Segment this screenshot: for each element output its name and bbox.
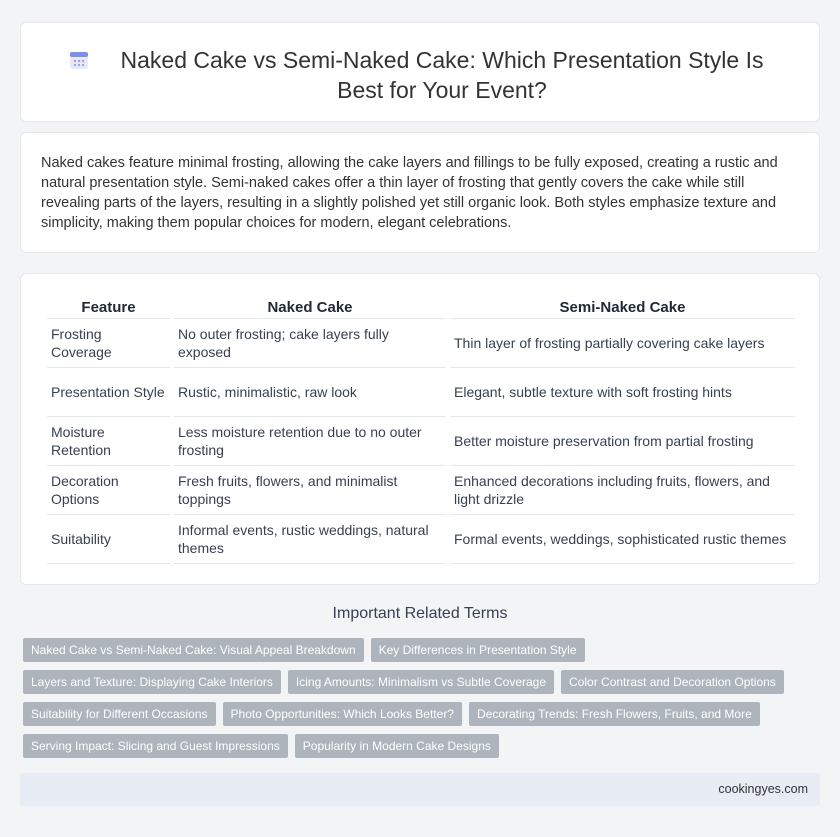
row-feature: Decoration Options: [47, 466, 170, 515]
row-semi-naked-cake: Better moisture preservation from partial frosting: [450, 417, 795, 466]
related-term-tag[interactable]: Popularity in Modern Cake Designs: [295, 734, 499, 758]
calendar-icon: [68, 49, 90, 71]
footer-site-name[interactable]: cookingyes.com: [718, 782, 808, 796]
related-term-tag[interactable]: Layers and Texture: Displaying Cake Interiors: [23, 670, 281, 694]
table-row: [47, 466, 795, 515]
row-semi-naked-cake: Elegant, subtle texture with soft frosting hints: [450, 368, 795, 417]
intro-paragraph: Naked cakes feature minimal frosting, allowing the cake layers and fillings to be fully exposed, creating a rustic and natural presentation style. Semi-naked cakes offer a thin layer of frosting that gently covers the cake while still revealing parts of the layers, resulting in a slightly polished yet still organic look. Both styles emphasize texture and simplicity, making them popular choices for modern, elegant celebrations.: [41, 155, 778, 231]
row-naked-cake: Informal events, rustic weddings, natural themes: [174, 515, 446, 564]
row-semi-naked-cake: Thin layer of frosting partially covering cake layers: [450, 319, 795, 368]
header-feature: Feature: [47, 296, 170, 319]
related-term-tag[interactable]: Photo Opportunities: Which Looks Better?: [223, 702, 462, 726]
row-naked-cake: Less moisture retention due to no outer frosting: [174, 417, 446, 466]
header-naked-cake: Naked Cake: [174, 296, 446, 319]
page-title: Naked Cake vs Semi-Naked Cake: Which Presentation Style Is Best for Your Event?: [120, 47, 764, 103]
row-naked-cake: Fresh fruits, flowers, and minimalist toppings: [174, 466, 446, 515]
related-term-tag[interactable]: Naked Cake vs Semi-Naked Cake: Visual Appeal Breakdown: [23, 638, 364, 662]
row-feature: Frosting Coverage: [47, 319, 170, 368]
comparison-card: [20, 273, 820, 585]
intro-card: [20, 132, 820, 253]
related-terms-title: Important Related Terms: [332, 605, 508, 622]
related-term-tag[interactable]: Decorating Trends: Fresh Flowers, Fruits, and More: [469, 702, 760, 726]
related-term-tag[interactable]: Key Differences in Presentation Style: [371, 638, 585, 662]
related-term-tag[interactable]: Serving Impact: Slicing and Guest Impressions: [23, 734, 288, 758]
comparison-table: [43, 296, 799, 564]
table-row: [47, 515, 795, 564]
row-naked-cake: Rustic, minimalistic, raw look: [174, 368, 446, 417]
footer: [20, 773, 820, 806]
header-semi-naked-cake: Semi-Naked Cake: [450, 296, 795, 319]
row-feature: Presentation Style: [47, 368, 170, 417]
related-term-tag[interactable]: Color Contrast and Decoration Options: [561, 670, 784, 694]
related-term-tag[interactable]: Suitability for Different Occasions: [23, 702, 216, 726]
row-feature: Moisture Retention: [47, 417, 170, 466]
related-terms-list: [23, 638, 823, 766]
table-row: [47, 417, 795, 466]
related-term-tag[interactable]: Icing Amounts: Minimalism vs Subtle Coverage: [288, 670, 554, 694]
header-card: [20, 22, 820, 122]
row-semi-naked-cake: Formal events, weddings, sophisticated rustic themes: [450, 515, 795, 564]
row-semi-naked-cake: Enhanced decorations including fruits, flowers, and light drizzle: [450, 466, 795, 515]
table-row: [47, 319, 795, 368]
table-header-row: [47, 296, 795, 319]
table-row: [47, 368, 795, 417]
row-naked-cake: No outer frosting; cake layers fully exposed: [174, 319, 446, 368]
row-feature: Suitability: [47, 515, 170, 564]
